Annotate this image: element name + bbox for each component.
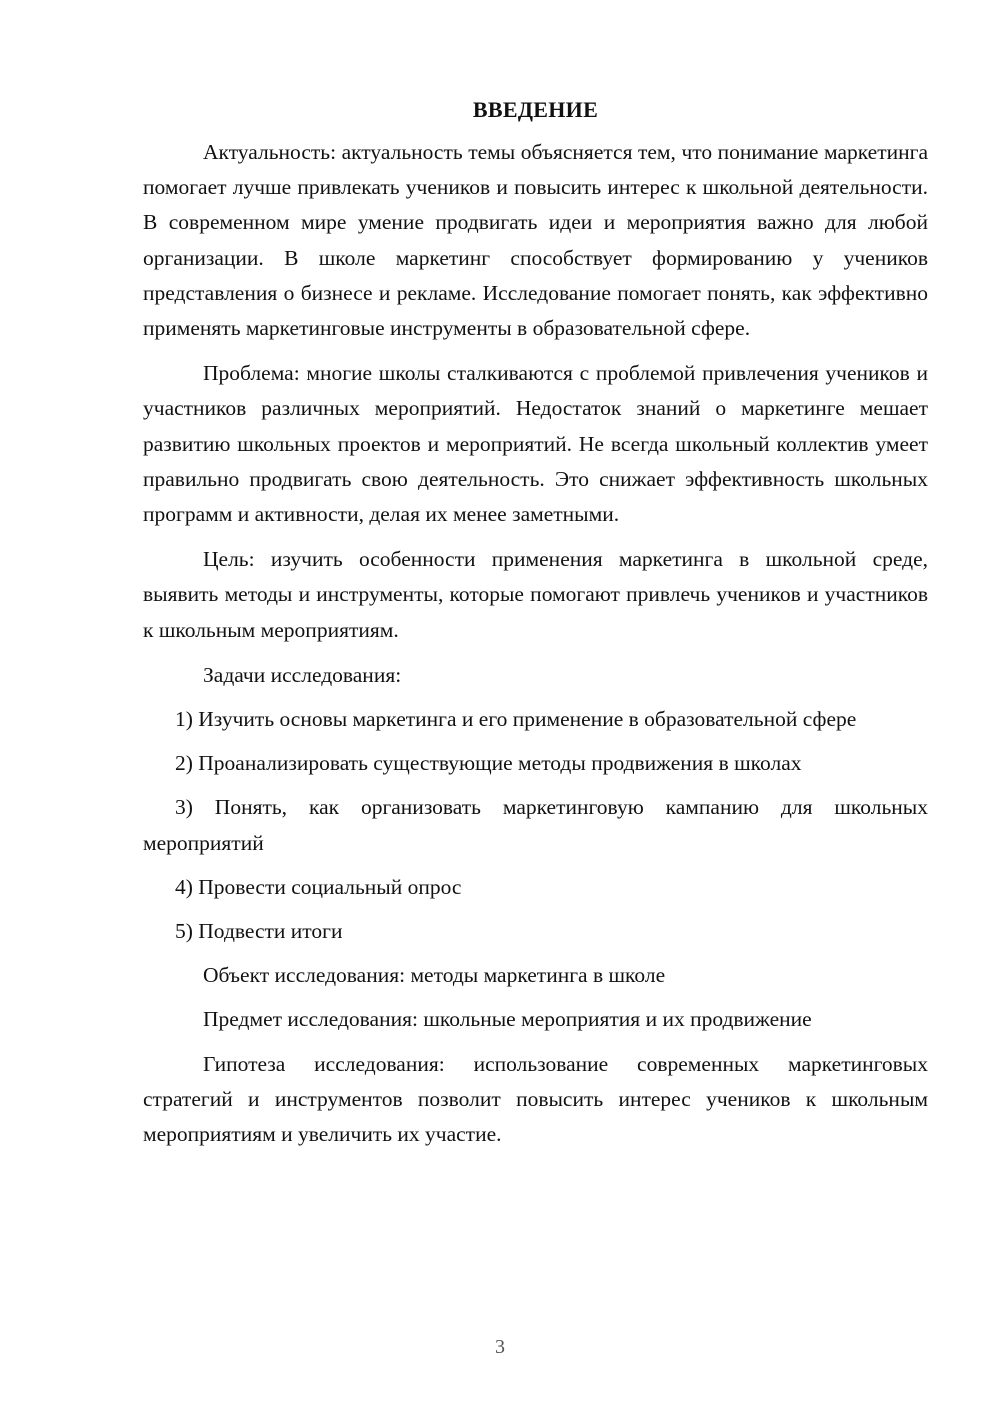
task-item-4: 4) Провести социальный опрос bbox=[175, 874, 462, 899]
task-item-1: 1) Изучить основы маркетинга и его применение в образовательной сфере bbox=[175, 707, 857, 732]
page-number: 3 bbox=[495, 1336, 505, 1358]
task-item-3: 3) Понять, как организовать маркетинговую кампанию для школьных мероприятий bbox=[143, 795, 928, 855]
research-subject: Предмет исследования: школьные мероприятия и их продвижение bbox=[203, 1007, 812, 1032]
problem-paragraph: Проблема: многие школы сталкиваются с проблемой привлечения учеников и участников различных мероприятий. Недостаток знаний о маркетинге мешает развитию школьных проектов и мероприятий. Не всегда школьный коллектив умеет правильно продвигать свою деятельность. Это снижает эффективность школьных программ и активности, делая их менее заметными. bbox=[143, 361, 928, 527]
tasks-heading: Задачи исследования: bbox=[203, 662, 402, 687]
hypothesis-paragraph: Гипотеза исследования: использование современных маркетинговых стратегий и инструментов позволит повысить интерес учеников к школьным мероприятиям и увеличить их участие. bbox=[143, 1051, 928, 1147]
task-item-2: 2) Проанализировать существующие методы продвижения в школах bbox=[175, 751, 802, 776]
goal-paragraph: Цель: изучить особенности применения маркетинга в школьной среде, выявить методы и инструменты, которые помогают привлечь учеников и участников к школьным мероприятиям. bbox=[143, 547, 928, 642]
relevance-paragraph: Актуальность: актуальность темы объясняется тем, что понимание маркетинга помогает лучше привлекать учеников и повысить интерес к школьной деятельности. В современном мире умение продвигать идеи и мероприятия важно для любой организации. В школе маркетинг способствует формированию у учеников представления о бизнесе и рекламе. Исследование помогает понять, как эффективно применять маркетинговые инструменты в образовательной сфере. bbox=[143, 140, 928, 341]
document-page bbox=[143, 92, 928, 1152]
research-object: Объект исследования: методы маркетинга в школе bbox=[203, 963, 666, 988]
task-item-5: 5) Подвести итоги bbox=[175, 919, 343, 944]
page-title: ВВЕДЕНИЕ bbox=[472, 97, 599, 122]
